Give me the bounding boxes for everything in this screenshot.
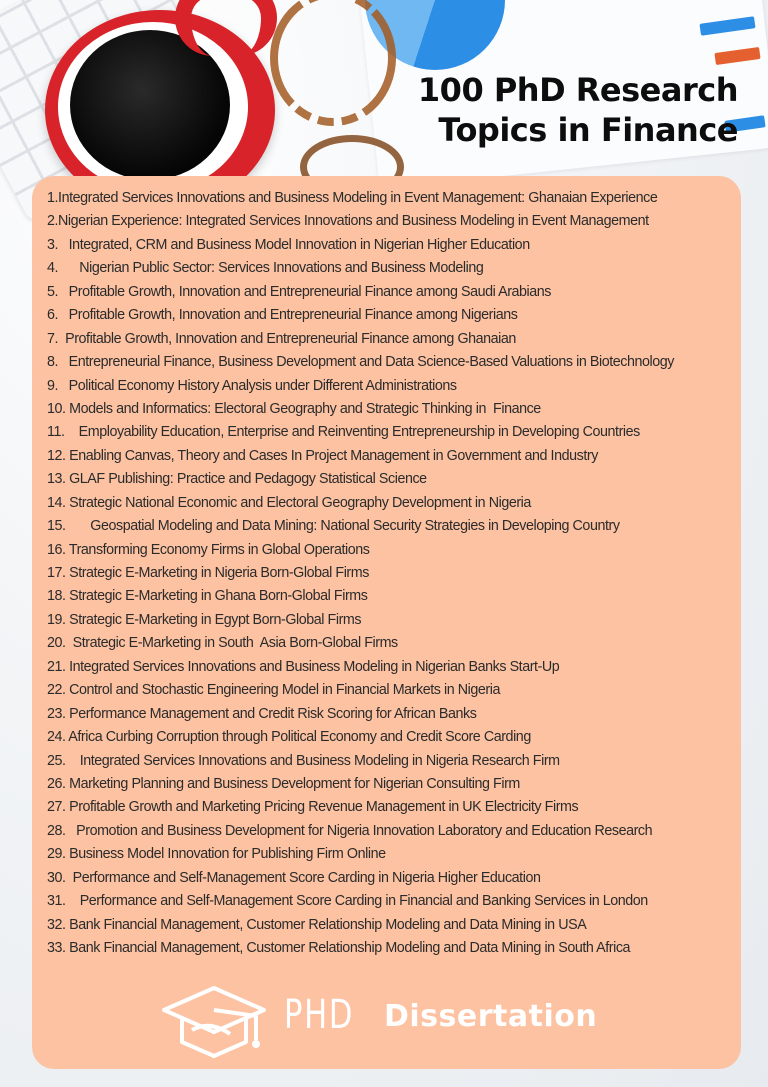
list-item: 24. Africa Curbing Corruption through Political Economy and Credit Score Carding [47,729,531,746]
list-item: 5. Profitable Growth, Innovation and Entrepreneurial Finance among Saudi Arabians [47,283,552,300]
list-item: 14. Strategic National Economic and Electoral Geography Development in Nigeria [47,494,531,511]
list-item: 20. Strategic E-Marketing in South Asia Born-Global Firms [47,635,398,652]
list-item: 11. Employability Education, Enterprise and Reinventing Entrepreneurship in Developing Countries [47,424,640,441]
list-item: 8. Entrepreneurial Finance, Business Development and Data Science-Based Valuations in Biotechnology [47,354,674,371]
graduation-cap-icon [158,982,270,1062]
cup-handle-decoration [175,0,277,56]
list-item: 27. Profitable Growth and Marketing Pricing Revenue Management in UK Electricity Firms [47,799,579,816]
list-item: 29. Business Model Innovation for Publishing Firm Online [47,846,386,863]
logo-dissertation-text: Dissertation [384,999,598,1034]
list-item: 18. Strategic E-Marketing in Ghana Born-Global Firms [47,588,368,605]
list-item: 31. Performance and Self-Management Score Carding in Financial and Banking Services in London [47,893,648,910]
list-item: 33. Bank Financial Management, Customer Relationship Modeling and Data Mining in South Africa [47,940,631,956]
list-item: 2.Nigerian Experience: Integrated Services Innovations and Business Modeling in Event Management [47,213,649,230]
list-item: 3. Integrated, CRM and Business Model Innovation in Nigerian Higher Education [47,236,530,253]
list-item: 22. Control and Stochastic Engineering Model in Financial Markets in Nigeria [47,682,501,699]
list-item: 4. Nigerian Public Sector: Services Innovations and Business Modeling [47,260,484,277]
list-item: 1.Integrated Services Innovations and Business Modeling in Event Management: Ghanaian Experience [47,190,658,206]
list-item: 25. Integrated Services Innovations and Business Modeling in Nigeria Research Firm [47,752,560,769]
list-item: 26. Marketing Planning and Business Development for Nigerian Consulting Firm [47,775,520,792]
list-item: 9. Political Economy History Analysis under Different Administrations [47,377,457,394]
list-item: 7. Profitable Growth, Innovation and Entrepreneurial Finance among Ghanaian [47,330,516,347]
list-item: 30. Performance and Self-Management Score Carding in Nigeria Higher Education [47,869,541,886]
list-item: 15. Geospatial Modeling and Data Mining: National Security Strategies in Developing Country [47,518,620,535]
title-line-1: 100 PhD Research [417,71,738,109]
phd-dissertation-logo [158,982,628,1062]
list-item: 23. Performance Management and Credit Risk Scoring for African Banks [47,705,477,722]
list-item: 17. Strategic E-Marketing in Nigeria Born-Global Firms [47,565,369,581]
logo-phd-text: PHD [284,992,355,1038]
list-item: 32. Bank Financial Management, Customer Relationship Modeling and Data Mining in USA [47,916,587,933]
list-item: 28. Promotion and Business Development for Nigeria Innovation Laboratory and Education Research [47,822,653,839]
title-line-2: Topics in Finance [438,111,738,149]
topics-list [47,187,723,960]
list-item: 21. Integrated Services Innovations and Business Modeling in Nigerian Banks Start-Up [47,658,560,675]
list-item: 6. Profitable Growth, Innovation and Entrepreneurial Finance among Nigerians [47,307,518,324]
list-item: 12. Enabling Canvas, Theory and Cases In Project Management in Government and Industry [47,447,598,464]
list-item: 10. Models and Informatics: Electoral Geography and Strategic Thinking in Finance [47,400,541,417]
list-item: 13. GLAF Publishing: Practice and Pedagogy Statistical Science [47,471,427,488]
list-item: 16. Transforming Economy Firms in Global Operations [47,541,370,558]
page-title [418,70,738,150]
list-item: 19. Strategic E-Marketing in Egypt Born-Global Firms [47,611,362,628]
